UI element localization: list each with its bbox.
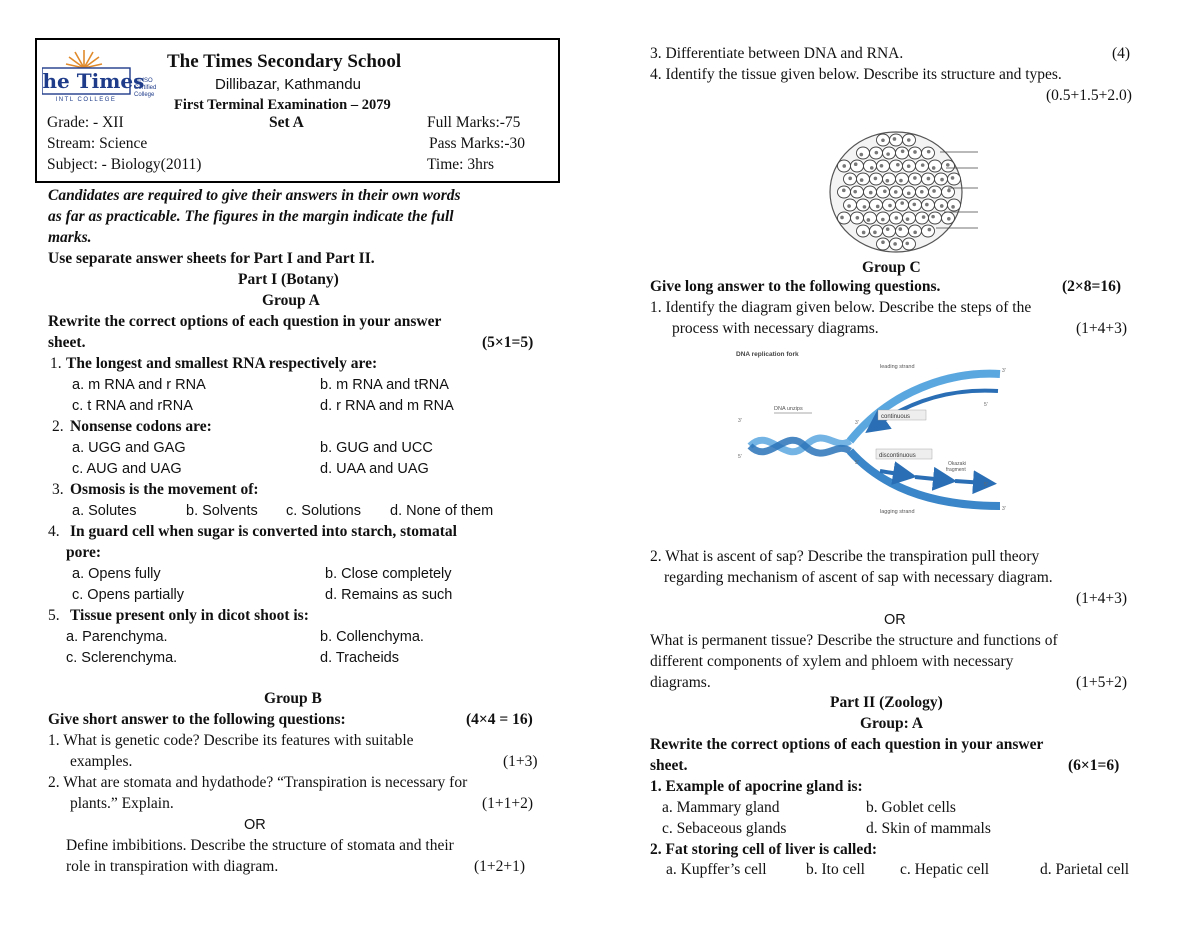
full-marks: Full Marks:-75	[427, 114, 521, 131]
section-instruction: Rewrite the correct options of each question in your answer	[48, 313, 442, 330]
option: b. Solvents	[186, 503, 258, 519]
option: b. Goblet cells	[866, 799, 956, 816]
instructions-line: as far as practicable. The figures in the margin indicate the full	[48, 208, 454, 225]
option: b. m RNA and tRNA	[320, 377, 449, 393]
svg-text:DNA unzips: DNA unzips	[774, 406, 803, 412]
option: a. Kupffer’s cell	[666, 861, 767, 878]
svg-text:5': 5'	[984, 482, 988, 488]
group-heading: Group: A	[860, 715, 924, 732]
option: d. UAA and UAG	[320, 461, 429, 477]
question-text: diagrams.	[650, 674, 711, 691]
question-text: The longest and smallest RNA respectively are:	[66, 355, 378, 372]
svg-text:College: College	[134, 92, 155, 98]
marks: (4)	[1112, 45, 1131, 62]
option: b. Ito cell	[806, 861, 865, 878]
part-heading: Part I (Botany)	[238, 271, 339, 288]
question-number: 5.	[48, 607, 60, 624]
instructions-line: Candidates are required to give their answers in their own words	[48, 187, 461, 204]
svg-text:an ISO: an ISO	[134, 78, 153, 84]
question-text: In guard cell when sugar is converted into starch, stomatal	[70, 523, 457, 540]
question-text: 2. What are stomata and hydathode? “Transpiration is necessary for	[48, 774, 468, 791]
pass-marks: Pass Marks:-30	[429, 135, 526, 152]
svg-text:3': 3'	[1002, 506, 1006, 512]
question-text: 4. Identify the tissue given below. Describe its structure and types.	[650, 66, 1062, 83]
svg-text:discontinuous: discontinuous	[879, 453, 916, 459]
option: d. Remains as such	[325, 587, 453, 603]
marks: (6×1=6)	[1068, 757, 1120, 774]
section-instruction: sheet.	[48, 334, 86, 351]
question-text: plants.” Explain.	[70, 795, 174, 812]
group-heading: Group A	[262, 292, 320, 309]
marks: (1+2+1)	[474, 858, 526, 875]
marks: (5×1=5)	[482, 334, 534, 351]
svg-text:leading strand: leading strand	[880, 364, 915, 370]
option: a. Parenchyma.	[66, 629, 168, 645]
question-text: examples.	[70, 753, 133, 770]
exam-title: First Terminal Examination – 2079	[174, 97, 391, 113]
or-divider: OR	[244, 817, 266, 833]
section-instruction: Give short answer to the following questions:	[48, 711, 346, 728]
question-text: process with necessary diagrams.	[672, 320, 879, 337]
section-instruction: Give long answer to the following questions.	[650, 278, 941, 295]
question-text: Tissue present only in dicot shoot is:	[70, 607, 309, 624]
question-text: pore:	[66, 544, 102, 561]
option: a. UGG and GAG	[72, 440, 186, 456]
marks: (1+3)	[503, 753, 538, 770]
svg-text:Okazaki: Okazaki	[948, 461, 967, 467]
svg-text:continuous: continuous	[881, 414, 911, 420]
question-text: 2. Fat storing cell of liver is called:	[650, 841, 877, 858]
option: b. GUG and UCC	[320, 440, 433, 456]
grade: Grade: - XII	[47, 114, 124, 131]
part-heading: Part II (Zoology)	[830, 694, 943, 711]
marks: (2×8=16)	[1062, 278, 1121, 295]
svg-text:The Times: he Times	[42, 69, 145, 93]
question-text: 1. What is genetic code? Describe its features with suitable	[48, 732, 414, 749]
question-number: 2.	[52, 418, 64, 435]
option: d. Parietal cell	[1040, 861, 1130, 878]
question-text: 2. What is ascent of sap? Describe the transpiration pull theory	[650, 548, 1040, 565]
dna-replication-diagram	[730, 346, 1016, 518]
answer-sheet-note: Use separate answer sheets for Part I and Part II.	[48, 250, 375, 267]
question-text: role in transpiration with diagram.	[66, 858, 279, 875]
marks: (0.5+1.5+2.0)	[1046, 87, 1132, 104]
marks: (1+5+2)	[1076, 674, 1128, 691]
option: d. None of them	[390, 503, 494, 519]
svg-text:3': 3'	[855, 420, 859, 426]
option: b. Collenchyma.	[320, 629, 424, 645]
question-text: Nonsense codons are:	[70, 418, 212, 435]
section-instruction: sheet.	[650, 757, 688, 774]
question-text: Osmosis is the movement of:	[70, 481, 259, 498]
option: c. Solutions	[286, 503, 361, 519]
question-text: 1. Example of apocrine gland is:	[650, 778, 863, 795]
group-heading: Group B	[264, 690, 322, 707]
option: c. Hepatic cell	[900, 861, 990, 878]
question-text: Define imbibitions. Describe the structure of stomata and their	[66, 837, 454, 854]
section-instruction: Rewrite the correct options of each question in your answer	[650, 736, 1044, 753]
svg-text:5': 5'	[738, 454, 742, 460]
marks: (1+4+3)	[1076, 320, 1128, 337]
svg-text:3': 3'	[1002, 368, 1006, 374]
svg-text:INTL COLLEGE: INTL COLLEGE	[55, 97, 117, 102]
option: d. Tracheids	[320, 650, 399, 666]
subject: Subject: - Biology(2011)	[47, 156, 202, 173]
option: d. Skin of mammals	[866, 820, 991, 837]
question-number: 4.	[48, 523, 60, 540]
group-heading: Group C	[862, 259, 921, 276]
svg-text:DNA replication fork: DNA replication fork	[736, 351, 799, 358]
question-text: 3. Differentiate between DNA and RNA.	[650, 45, 904, 62]
school-address: Dillibazar, Kathmandu	[215, 76, 361, 93]
option: a. Opens fully	[72, 566, 161, 582]
svg-text:Certified: Certified	[134, 85, 157, 91]
option: c. Sebaceous glands	[662, 820, 787, 837]
svg-text:3': 3'	[738, 418, 742, 424]
stream: Stream: Science	[47, 135, 148, 152]
set-label: Set A	[269, 114, 304, 131]
or-divider: OR	[884, 612, 906, 628]
marks: (1+1+2)	[482, 795, 534, 812]
exam-header	[35, 38, 560, 183]
question-text: What is permanent tissue? Describe the structure and functions of	[650, 632, 1058, 649]
svg-text:fragment: fragment	[946, 467, 966, 473]
option: a. m RNA and r RNA	[72, 377, 206, 393]
time: Time: 3hrs	[427, 156, 495, 173]
option: c. Sclerenchyma.	[66, 650, 178, 666]
school-name: The Times Secondary School	[167, 51, 402, 72]
question-number: 3.	[52, 481, 64, 498]
svg-text:5': 5'	[984, 402, 988, 408]
option: a. Solutes	[72, 503, 137, 519]
option: a. Mammary gland	[662, 799, 780, 816]
question-text: regarding mechanism of ascent of sap with necessary diagram.	[664, 569, 1053, 586]
svg-text:lagging strand: lagging strand	[880, 509, 915, 515]
option: d. r RNA and m RNA	[320, 398, 454, 414]
question-text: 1. Identify the diagram given below. Describe the steps of the	[650, 299, 1032, 316]
option: c. AUG and UAG	[72, 461, 182, 477]
option: c. t RNA and rRNA	[72, 398, 193, 414]
marks: (1+4+3)	[1076, 590, 1128, 607]
option: c. Opens partially	[72, 587, 185, 603]
option: b. Close completely	[325, 566, 452, 582]
svg-text:5': 5'	[855, 460, 859, 466]
marks: (4×4 = 16)	[466, 711, 533, 728]
tissue-diagram	[828, 130, 978, 258]
school-logo	[42, 46, 157, 102]
question-text: different components of xylem and phloem with necessary	[650, 653, 1014, 670]
instructions-line: marks.	[48, 229, 92, 246]
question-number: 1.	[50, 355, 62, 372]
